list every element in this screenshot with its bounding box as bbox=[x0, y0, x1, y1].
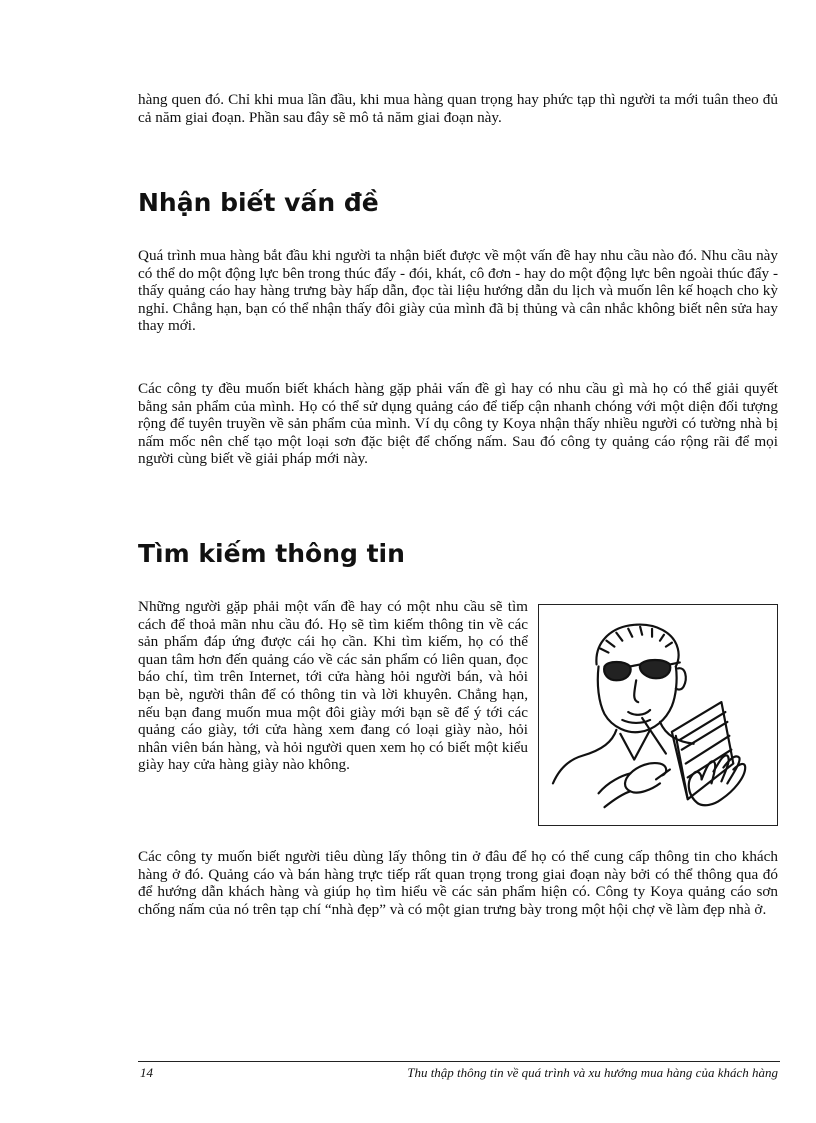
illustration-man-reading bbox=[538, 604, 778, 826]
footer-divider bbox=[138, 1061, 780, 1062]
intro-paragraph: hàng quen đó. Chỉ khi mua lần đầu, khi mua hàng quan trọng hay phức tạp thì người ta mới tuân theo đủ cả năm giai đoạn. Phần sau đây sẽ mô tả năm giai đoạn này. bbox=[138, 91, 778, 126]
heading-information-search: Tìm kiếm thông tin bbox=[138, 539, 405, 568]
search-paragraph-2: Các công ty muốn biết người tiêu dùng lấy thông tin ở đâu để họ có thể cung cấp thông tin cho khách hàng ở đó. Quảng cáo và bán hàng trực tiếp rất quan trọng trong giai đoạn này bởi có thể thông qua đó để hướng dẫn khách hàng và giúp họ tìm hiểu về các sản phẩm hiện có. Công ty Koya quảng cáo sơn chống nấm của nó trên tạp chí “nhà đẹp” và có một gian trưng bày trong một hội chợ về làm đẹp nhà ở. bbox=[138, 848, 778, 918]
running-footer-title: Thu thập thông tin về quá trình và xu hướng mua hàng của khách hàng bbox=[407, 1065, 778, 1080]
man-reading-drawing bbox=[539, 605, 777, 825]
heading-problem-recognition: Nhận biết vấn đề bbox=[138, 188, 379, 217]
page-number: 14 bbox=[140, 1065, 153, 1080]
search-paragraph-1: Những người gặp phải một vấn đề hay có một nhu cầu sẽ tìm cách để thoả mãn nhu cầu đó. Họ sẽ tìm kiếm thông tin về các sản phẩm đáp ứng được cái họ cần. Khi tìm kiếm, họ có thể quan tâm hơn đến quảng cáo về các sản phẩm có liên quan, đọc báo chí, tìm trên Internet, tới cửa hàng hỏi người bán, và hỏi bạn bè, người thân để có thông tin và lời khuyên. Chẳng hạn, nếu bạn đang muốn mua một đôi giày mới bạn sẽ để ý tới các quảng cáo giày, tới cửa hàng xem đang có loại giày nào, hỏi nhân viên bán hàng, và hỏi người quen xem họ có biết một kiểu giày hay cửa hàng giày nào không. bbox=[138, 598, 528, 774]
recognition-paragraph-2: Các công ty đều muốn biết khách hàng gặp phải vấn đề gì hay có nhu cầu gì mà họ có thể giải quyết bằng sản phẩm của mình. Họ có thể sử dụng quảng cáo để tiếp cận nhanh chóng với một diện đối tượng rộng để tuyên truyền về sản phẩm của mình. Ví dụ công ty Koya nhận thấy nhiều người có tường nhà bị nấm mốc nên chế tạo một loại sơn đặc biệt để chống nấm. Sau đó công ty quảng cáo rộng rãi để mọi người cùng biết về giải pháp mới này. bbox=[138, 380, 778, 468]
recognition-paragraph-1: Quá trình mua hàng bắt đầu khi người ta nhận biết được về một vấn đề hay nhu cầu nào đó. Nhu cầu này có thể do một động lực bên trong thúc đẩy - đói, khát, cô đơn - hay do một động lực bên ngoài thúc đẩy - thấy quảng cáo hay hàng trưng bày hấp dẫn, đọc tài liệu hướng dẫn du lịch và muốn lên kế hoạch cho kỳ nghỉ. Chẳng hạn, bạn có thể nhận thấy đôi giày của mình đã bị thủng và cân nhắc không biết nên sửa hay thay mới. bbox=[138, 247, 778, 335]
